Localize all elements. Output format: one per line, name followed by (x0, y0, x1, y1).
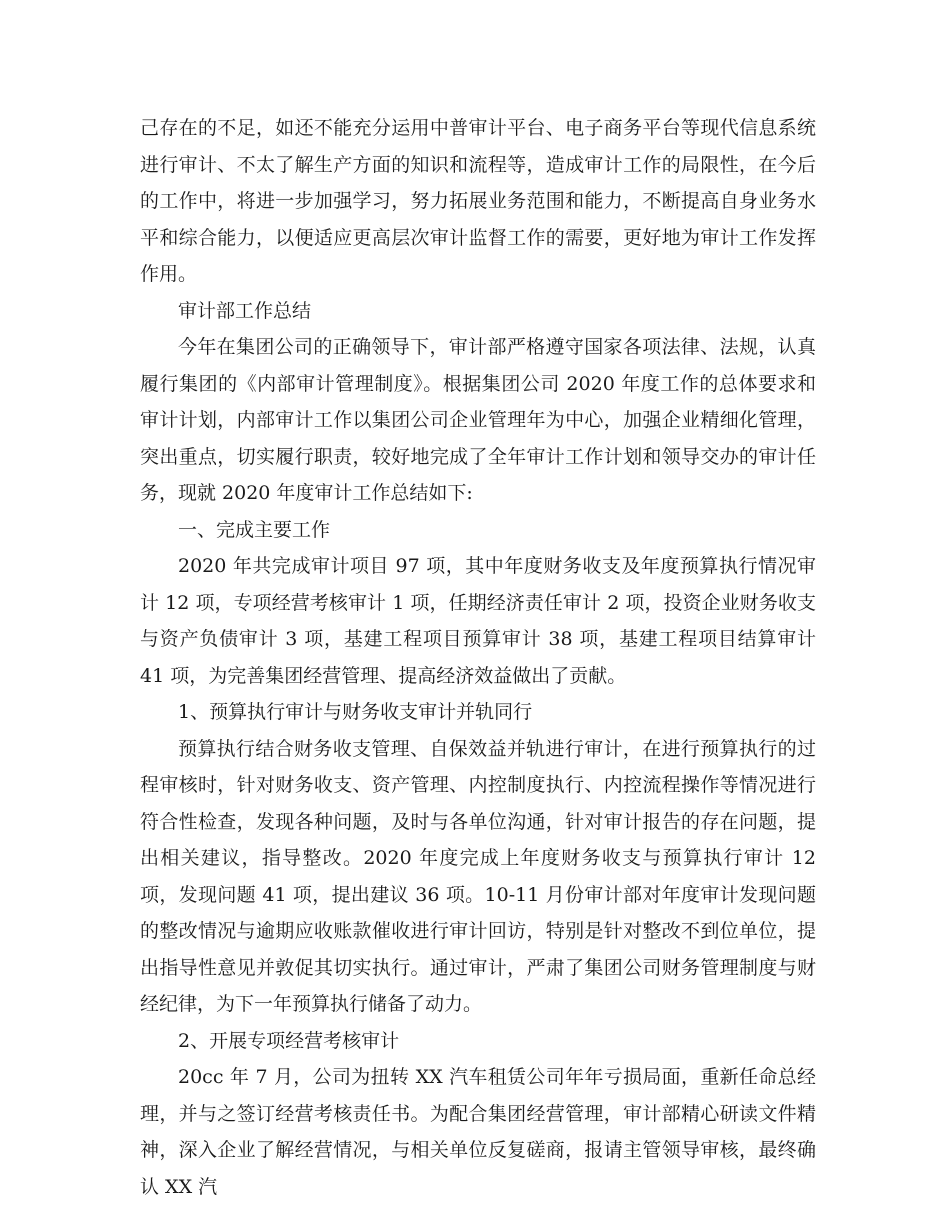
section-title-audit-summary: 审计部工作总结 (178, 299, 312, 322)
document-body (140, 110, 816, 1205)
heading-budget-audit: 1、预算执行审计与财务收支审计并轨同行 (178, 701, 533, 723)
heading-special-audit: 2、开展专项经营考核审计 (178, 1029, 400, 1052)
paragraph-special-audit: 20cc 年 7 月，公司为扭转 XX 汽车租赁公司年年亏损局面，重新任命总经理，并与之签订经营考核责任书。为配合集团经营管理，审计部精心研读文件精神，深入企业了解经营情况，与相关单位反复磋商，报请主管领导审核，最终确认 XX 汽 (140, 1066, 816, 1198)
paragraph-intro: 今年在集团公司的正确领导下，审计部严格遵守国家各项法律、法规，认真履行集团的《内部审计管理制度》。根据集团公司 2020 年度工作的总体要求和审计计划，内部审计工作以集团公司企业管理年为中心，加强企业精细化管理，突出重点，切实履行职责，较好地完成了全年审计工作计划和领导交办的审计任务，现就 2020 年度审计工作总结如下: (140, 336, 816, 504)
heading-main-work: 一、完成主要工作 (178, 518, 331, 541)
paragraph-project-stats: 2020 年共完成审计项目 97 项，其中年度财务收支及年度预算执行情况审计 12 项，专项经营考核审计 1 项，任期经济责任审计 2 项，投资企业财务收支与资产负债审计 3 项，基建工程项目预算审计 38 项，基建工程项目结算审计 41 项，为完善集团经营管理、提高经济效益做出了贡献。 (140, 555, 816, 687)
paragraph-continuation: 己存在的不足，如还不能充分运用中普审计平台、电子商务平台等现代信息系统进行审计、不太了解生产方面的知识和流程等，造成审计工作的局限性，在今后的工作中，将进一步加强学习，努力拓展业务范围和能力，不断提高自身业务水平和综合能力，以便适应更高层次审计监督工作的需要，更好地为审计工作发挥作用。 (140, 117, 816, 285)
paragraph-budget-audit: 预算执行结合财务收支管理、自保效益并轨进行审计，在进行预算执行的过程审核时，针对财务收支、资产管理、内控制度执行、内控流程操作等情况进行符合性检查，发现各种问题，及时与各单位沟通，针对审计报告的存在问题，提出相关建议，指导整改。2020 年度完成上年度财务收支与预算执行审计 12 项，发现问题 41 项，提出建议 36 项。10-11 月份审计部对年度审计发现问题的整改情况与逾期应收账款催收进行审计回访，特别是针对整改不到位单位，提出指导性意见并敦促其切实执行。通过审计，严肃了集团公司财务管理制度与财经纪律，为下一年预算执行储备了动力。 (140, 737, 816, 1015)
